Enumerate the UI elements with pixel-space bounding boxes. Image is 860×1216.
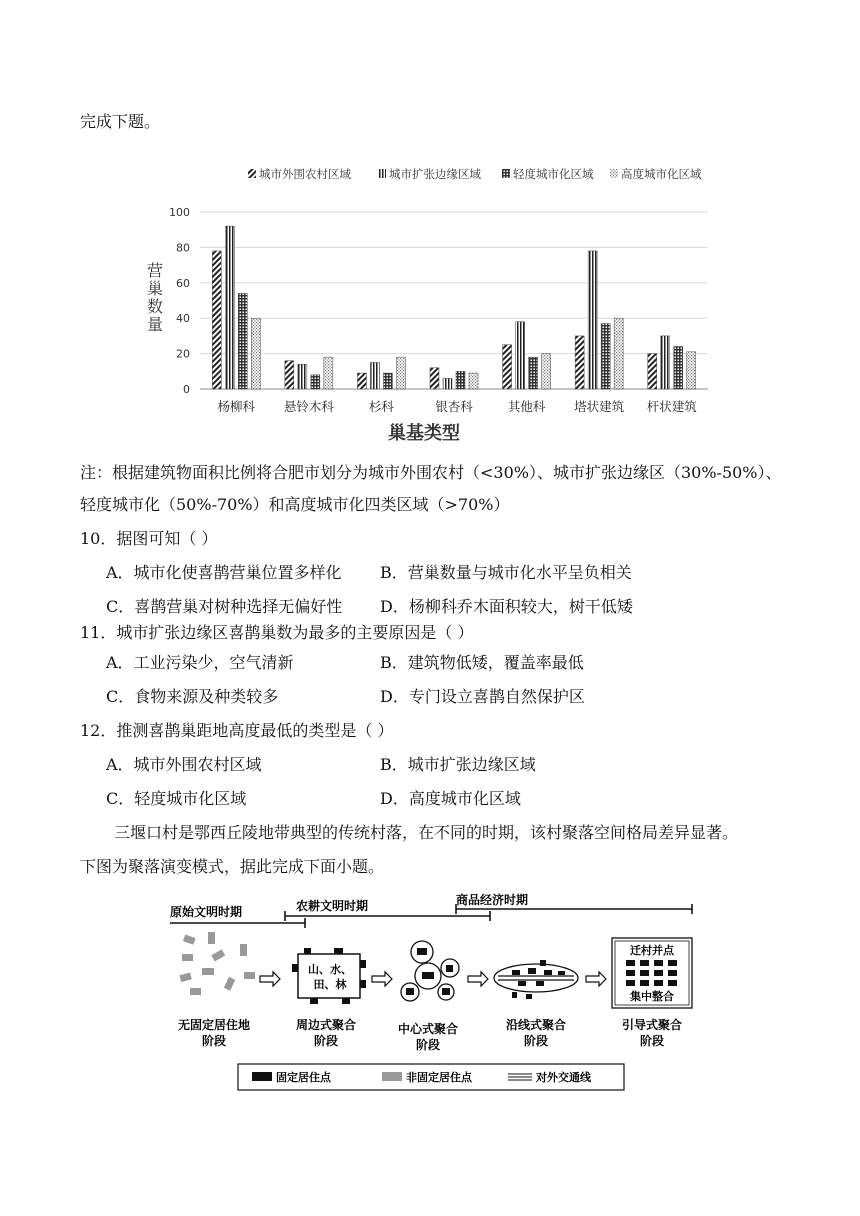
y-tick-label: 20 bbox=[176, 347, 190, 361]
x-tick-label: 杨柳科 bbox=[217, 399, 256, 414]
intro-text: 完成下题。 bbox=[80, 112, 161, 131]
bar bbox=[212, 251, 221, 389]
bar bbox=[575, 336, 584, 389]
stage-1-label: 无固定居住地 bbox=[177, 1018, 251, 1032]
bar bbox=[383, 373, 392, 389]
question-11-stem: 11．城市扩张边缘区喜鹊巢数为最多的主要原因是（ ） bbox=[80, 623, 474, 642]
stage-4-label: 沿线式聚合 bbox=[505, 1018, 567, 1032]
x-tick-label: 杆状建筑 bbox=[646, 399, 697, 414]
stage-3-label: 中心式聚合 bbox=[397, 1022, 459, 1036]
y-tick-label: 60 bbox=[176, 276, 190, 290]
passage-2-line-1: 三堰口村是鄂西丘陵地带典型的传统村落，在不同的时期，该村聚落空间格局差异显著。 bbox=[114, 823, 739, 842]
period-label-primitive: 原始文明时期 bbox=[170, 905, 243, 919]
question-11-option-d[interactable]: D．专门设立喜鹊自然保护区 bbox=[380, 687, 585, 706]
question-12-option-d[interactable]: D．高度城市化区域 bbox=[380, 789, 521, 808]
chart-legend bbox=[248, 167, 702, 181]
bar bbox=[661, 336, 670, 389]
question-10-option-c[interactable]: C．喜鹊营巢对树种选择无偏好性 bbox=[106, 597, 343, 616]
x-tick-label: 杉科 bbox=[368, 399, 394, 414]
question-10-stem: 10．据图可知（ ） bbox=[80, 529, 218, 548]
bar bbox=[456, 371, 465, 389]
bar bbox=[542, 354, 551, 389]
bar bbox=[503, 345, 512, 389]
x-tick-label: 悬铃木科 bbox=[283, 399, 334, 414]
stage-1-label-suffix: 阶段 bbox=[201, 1034, 227, 1048]
nest-count-bar-chart bbox=[130, 160, 740, 450]
legend-entry: 轻度城市化区域 bbox=[513, 167, 594, 181]
question-11-option-c[interactable]: C．食物来源及种类较多 bbox=[106, 687, 279, 706]
question-11-option-a[interactable]: A．工业污染少，空气清新 bbox=[106, 653, 294, 672]
bar bbox=[251, 318, 260, 389]
bar bbox=[324, 357, 333, 389]
question-12-option-b[interactable]: B．城市扩张边缘区域 bbox=[380, 755, 536, 774]
legend-entry: 城市扩张边缘区域 bbox=[389, 167, 481, 181]
arrow-icon bbox=[260, 972, 280, 986]
arrow-icon bbox=[372, 972, 392, 986]
question-12-option-a[interactable]: A．城市外围农村区域 bbox=[106, 755, 262, 774]
legend-swatch bbox=[502, 169, 510, 178]
stage-2-peripheral bbox=[292, 948, 366, 1004]
y-tick-label: 80 bbox=[176, 241, 190, 255]
chart-note-line-1: 注：根据建筑物面积比例将合肥市划分为城市外围农村（<30%）、城市扩张边缘区（30%-50%）、 bbox=[80, 463, 782, 482]
stage-4-linear bbox=[494, 960, 578, 999]
bar bbox=[298, 364, 307, 389]
question-10-option-d[interactable]: D．杨柳科乔木面积较大，树干低矮 bbox=[380, 597, 633, 616]
bar bbox=[311, 375, 320, 389]
chart-bars bbox=[212, 226, 695, 389]
bar bbox=[674, 347, 683, 389]
y-axis-tick-labels bbox=[169, 206, 190, 396]
arrow-icon bbox=[468, 972, 488, 986]
bar bbox=[430, 368, 439, 389]
fixed-point-legend-swatch bbox=[252, 1072, 272, 1081]
legend-entry: 高度城市化区域 bbox=[621, 167, 702, 181]
svg-text:集中整合: 集中整合 bbox=[630, 990, 674, 1003]
stage-2-label: 周边式聚合 bbox=[295, 1018, 357, 1032]
diagram-legend bbox=[238, 1064, 624, 1090]
legend-swatch bbox=[248, 169, 256, 178]
bar bbox=[396, 357, 405, 389]
legend-fixed-point: 固定居住点 bbox=[276, 1071, 331, 1084]
question-10-option-b[interactable]: B．营巢数量与城市化水平呈负相关 bbox=[380, 563, 632, 582]
period-label-commodity: 商品经济时期 bbox=[456, 893, 529, 907]
bar bbox=[516, 322, 525, 389]
bar bbox=[285, 361, 294, 389]
stage-1-scattered-points bbox=[179, 932, 255, 995]
legend-entry: 城市外围农村区域 bbox=[259, 167, 351, 181]
x-tick-label: 银杏科 bbox=[435, 399, 473, 414]
bar bbox=[588, 251, 597, 389]
svg-text:山、水、: 山、水、 bbox=[308, 963, 352, 976]
legend-non-fixed-point: 非固定居住点 bbox=[406, 1071, 472, 1084]
y-tick-label: 40 bbox=[176, 312, 190, 326]
stage-3-label-suffix: 阶段 bbox=[415, 1038, 441, 1052]
y-tick-label: 0 bbox=[183, 383, 190, 396]
period-label-farming: 农耕文明时期 bbox=[296, 899, 369, 913]
svg-text:迁村并点: 迁村并点 bbox=[630, 944, 674, 957]
legend-swatch bbox=[610, 169, 618, 178]
y-tick-label: 100 bbox=[169, 206, 190, 219]
stage-5-label: 引导式聚合 bbox=[621, 1018, 683, 1032]
legend-transport-line: 对外交通线 bbox=[536, 1071, 591, 1084]
question-12-option-c[interactable]: C．轻度城市化区域 bbox=[106, 789, 247, 808]
question-12-stem: 12．推测喜鹊巢距地高度最低的类型是（ ） bbox=[80, 721, 394, 740]
bar bbox=[648, 354, 657, 389]
svg-text:田、林: 田、林 bbox=[313, 978, 347, 991]
non-fixed-point-legend-swatch bbox=[382, 1072, 402, 1081]
bar bbox=[357, 373, 366, 389]
bar bbox=[238, 293, 247, 389]
x-tick-label: 塔状建筑 bbox=[574, 399, 625, 414]
stage-3-central bbox=[401, 941, 459, 1001]
bar bbox=[225, 226, 234, 389]
legend-swatch bbox=[378, 169, 386, 178]
bar bbox=[614, 318, 623, 389]
bar bbox=[443, 378, 452, 389]
x-axis-label: 巢基类型 bbox=[388, 423, 460, 444]
stage-5-guided bbox=[612, 938, 692, 1008]
bar bbox=[601, 324, 610, 389]
bar bbox=[370, 362, 379, 389]
chart-note-line-2: 轻度城市化（50%-70%）和高度城市化四类区域（>70%） bbox=[80, 495, 510, 514]
settlement-evolution-diagram bbox=[160, 888, 700, 1096]
bar bbox=[529, 357, 538, 389]
bar bbox=[469, 373, 478, 389]
x-axis-tick-labels bbox=[218, 399, 698, 414]
arrow-icon bbox=[586, 972, 606, 986]
question-10-option-a[interactable]: A．城市化使喜鹊营巢位置多样化 bbox=[106, 563, 342, 582]
chart-gridlines bbox=[200, 212, 708, 389]
y-axis-label: 营巢数量 bbox=[147, 261, 164, 334]
question-11-option-b[interactable]: B．建筑物低矮，覆盖率最低 bbox=[380, 653, 584, 672]
stage-2-label-suffix: 阶段 bbox=[313, 1034, 339, 1048]
x-tick-label: 其他科 bbox=[507, 399, 546, 414]
stage-4-label-suffix: 阶段 bbox=[523, 1034, 549, 1048]
bar bbox=[687, 352, 696, 389]
stage-5-label-suffix: 阶段 bbox=[639, 1034, 665, 1048]
passage-2-line-2: 下图为聚落演变模式，据此完成下面小题。 bbox=[80, 857, 385, 876]
